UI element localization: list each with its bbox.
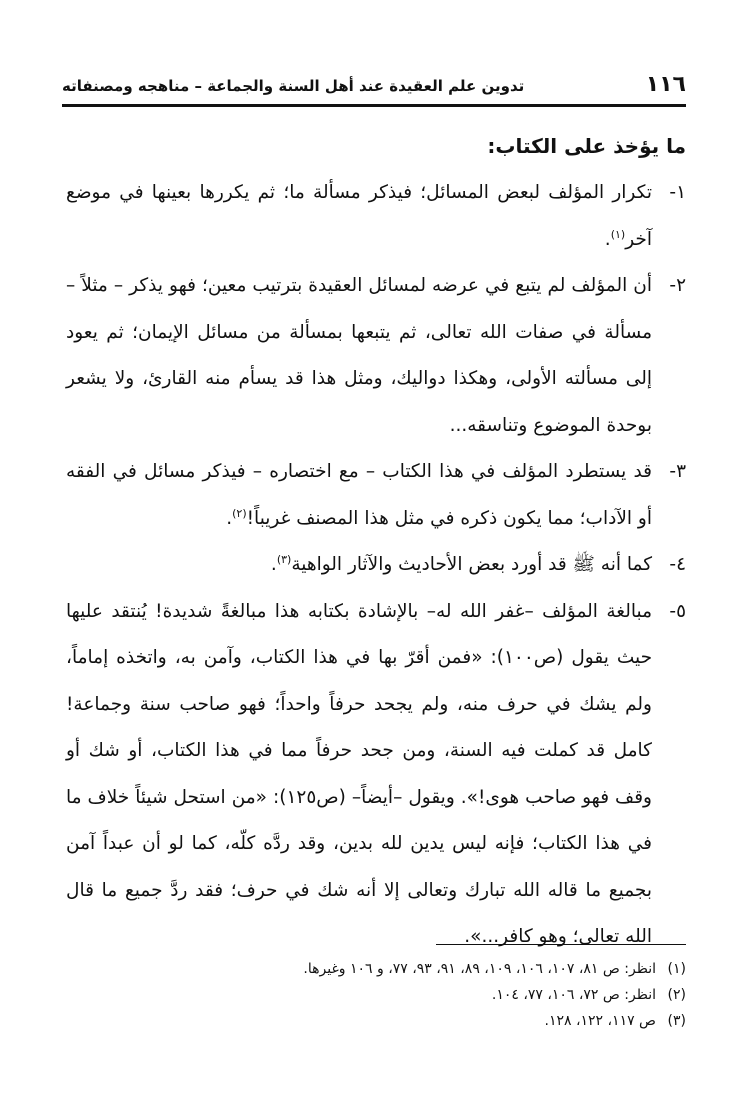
footnote-number: (٣) <box>667 1013 686 1029</box>
item-text-block <box>66 449 652 542</box>
footnote <box>66 956 686 982</box>
footnote-number: (١) <box>667 961 686 977</box>
footnote-text: انظر: ص ٨١، ١٠٧، ١٠٦، ١٠٩، ٨٩، ٩١، ٩٣، ٧٧، و ١٠٦ وغيرها. <box>303 961 656 977</box>
item-tail: . <box>604 228 611 250</box>
page-body <box>66 122 686 961</box>
item-text: أن المؤلف لم يتبع في عرضه لمسائل العقيدة بترتيب معين؛ فهو يذكر – مثلاً – مسألة في صفات الله تعالى، ثم يتبعها بمسألة من مسائل الإيمان؛ ثم يعود إلى مسألته الأولى، وهكذا دواليك، ومثل هذا قد يسأم منه القارئ، ولا يشعر بوحدة الموضوع وتناسقه... <box>66 275 652 436</box>
item-number: ٥- <box>669 600 686 622</box>
header-rule <box>62 104 686 107</box>
footnote <box>66 1008 686 1034</box>
list-item <box>66 170 686 263</box>
item-text: مبالغة المؤلف –غفر الله له– بالإشادة بكتابه هذا مبالغةً شديدة! يُنتقد عليها حيث يقول (ص١٠٠): «فمن أقرّ بها في هذا الكتاب، وآمن به، واتخذه إماماً، ولم يشك في حرف منه، ولم يجحد حرفاً واحداً؛ فهو صاحب سنة وجماعة! كامل قد كملت فيه السنة، ومن جحد حرفاً مما في هذا الكتاب، أو شك أو وقف فهو صاحب هوى!». ويقول –أيضاً– (ص١٢٥): «من استحل شيئاً خلاف ما في هذا الكتاب؛ فإنه ليس يدين لله بدين، وقد ردَّه كلّه، كما لو أن عبداً آمن بجميع ما قاله الله تبارك وتعالى إلا أنه شك في حرف؛ فقد ردَّ جميع ما قال الله تعالى؛ وهو كافر...». <box>66 600 652 947</box>
footnote-ref[interactable]: (١) <box>610 227 626 241</box>
item-text-block <box>66 170 652 263</box>
footnotes <box>66 956 686 1034</box>
item-tail: . <box>270 554 277 575</box>
footnote-ref[interactable]: (٢) <box>232 506 247 520</box>
item-tail: . <box>226 507 233 529</box>
item-text: كما أنه ﷺ قد أورد بعض الأحاديث والآثار الواهية <box>291 554 652 575</box>
list-item <box>66 449 686 542</box>
footnote-ref[interactable]: (٣) <box>276 552 292 566</box>
page-number: ١١٦ <box>645 72 686 97</box>
item-number: ٢- <box>669 275 686 296</box>
footnote-rule <box>436 944 686 945</box>
item-text-block <box>66 542 652 589</box>
list-item <box>66 542 686 589</box>
running-title: تدوين علم العقيدة عند أهل السنة والجماعة – مناهجه ومصنفاته <box>62 77 525 95</box>
list-item <box>66 263 686 449</box>
item-text: تكرار المؤلف لبعض المسائل؛ فيذكر مسألة ما؛ ثم يكررها بعينها في موضع آخر <box>66 182 652 250</box>
item-text-block <box>66 263 652 449</box>
page-header <box>62 72 686 100</box>
item-number: ٤- <box>669 554 686 575</box>
section-heading: ما يؤخذ على الكتاب: <box>487 134 686 158</box>
item-text: قد يستطرد المؤلف في هذا الكتاب – مع اختصاره – فيذكر مسائل في الفقه أو الآداب؛ مما يكون ذكره في مثل هذا المصنف غريباً! <box>66 461 652 529</box>
footnote-text: ص ١١٧، ١٢٢، ١٢٨. <box>544 1013 656 1029</box>
item-number: ١- <box>669 182 686 203</box>
list-item <box>66 589 686 961</box>
item-text-block <box>66 589 652 961</box>
footnote-number: (٢) <box>667 987 686 1003</box>
footnote-text: انظر: ص ٧٢، ١٠٦، ٧٧، ١٠٤. <box>491 987 656 1003</box>
item-number: ٣- <box>669 461 686 482</box>
footnote <box>66 982 686 1008</box>
